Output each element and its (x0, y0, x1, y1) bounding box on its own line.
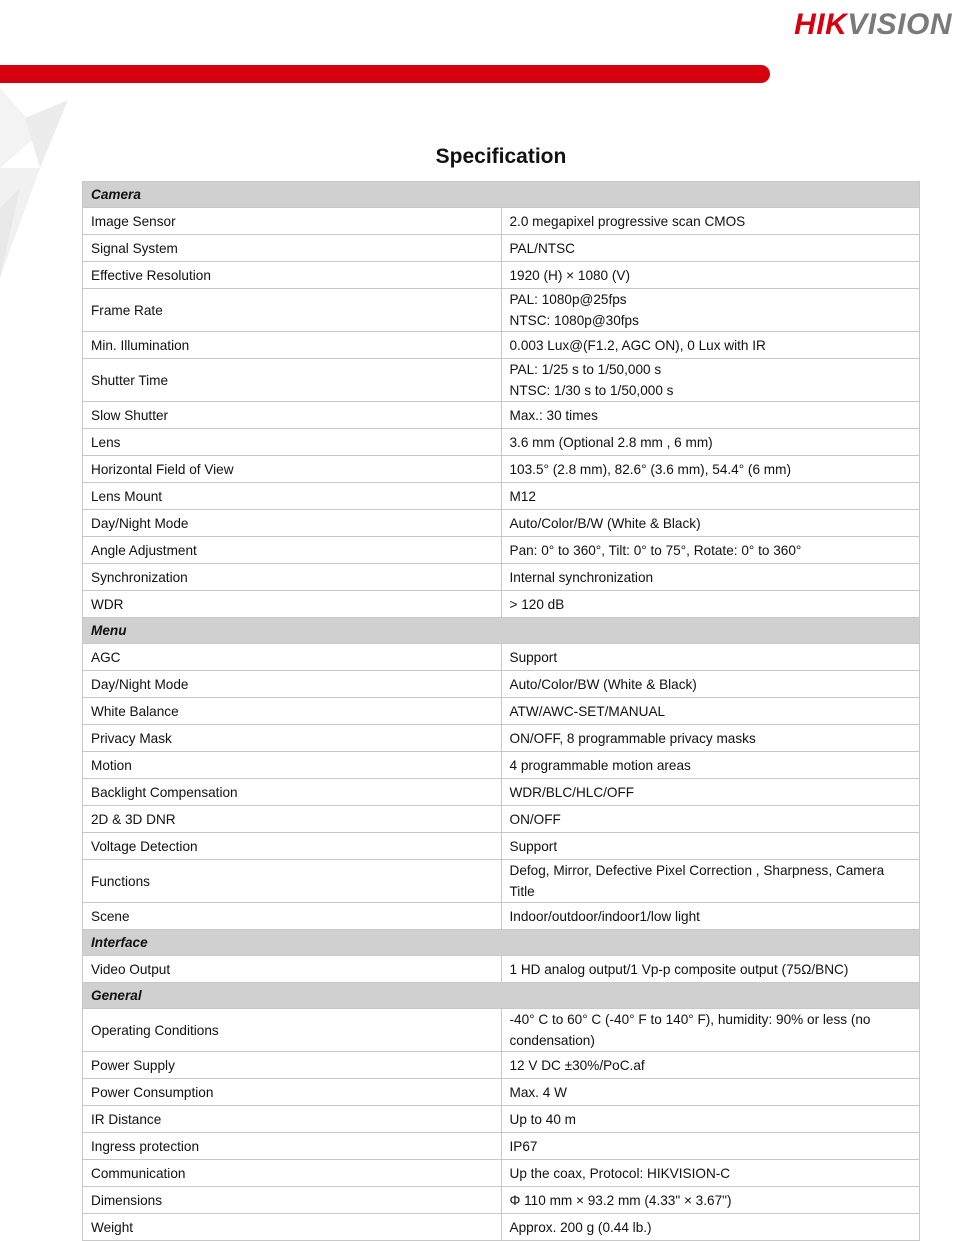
spec-value (501, 1187, 920, 1214)
spec-value-line: Approx. 200 g (0.44 lb.) (509, 1219, 652, 1235)
header-red-bar (0, 65, 770, 83)
spec-label: 2D & 3D DNR (83, 806, 502, 833)
page-title: Specification (435, 145, 567, 168)
spec-value-line: Internal synchronization (509, 569, 654, 585)
section-header-menu (83, 618, 920, 644)
spec-label: Ingress protection (83, 1133, 502, 1160)
spec-label: Shutter Time (83, 359, 502, 402)
spec-row (83, 262, 920, 289)
spec-value-line: IP67 (509, 1138, 538, 1154)
spec-value-line: Φ 110 mm × 93.2 mm (4.33" × 3.67") (509, 1192, 732, 1208)
spec-row (83, 537, 920, 564)
section-title: General (83, 983, 920, 1009)
spec-row (83, 806, 920, 833)
spec-value (501, 903, 920, 930)
spec-value (501, 833, 920, 860)
decorative-shards (0, 88, 70, 288)
section-header-general (83, 983, 920, 1009)
spec-label: Operating Conditions (83, 1009, 502, 1052)
spec-row (83, 1052, 920, 1079)
spec-label: Horizontal Field of View (83, 456, 502, 483)
spec-value (501, 235, 920, 262)
spec-row (83, 779, 920, 806)
spec-value-line: Indoor/outdoor/indoor1/low light (509, 908, 700, 924)
spec-value (501, 1133, 920, 1160)
spec-value-line: WDR/BLC/HLC/OFF (509, 784, 635, 800)
spec-row (83, 456, 920, 483)
spec-value (501, 402, 920, 429)
spec-value (501, 359, 920, 402)
spec-value (501, 591, 920, 618)
spec-row (83, 671, 920, 698)
spec-value (501, 1009, 920, 1052)
spec-label: Lens Mount (83, 483, 502, 510)
spec-value (501, 1106, 920, 1133)
spec-value-line: Max.: 30 times (509, 407, 598, 423)
spec-value-line: Defog, Mirror, Defective Pixel Correction , Sharpness, Camera Title (509, 863, 885, 899)
spec-row (83, 591, 920, 618)
spec-label: IR Distance (83, 1106, 502, 1133)
spec-label: Weight (83, 1214, 502, 1241)
spec-row (83, 1079, 920, 1106)
spec-label: Video Output (83, 956, 502, 983)
spec-value-line: Support (509, 838, 558, 854)
spec-row (83, 208, 920, 235)
spec-label: Privacy Mask (83, 725, 502, 752)
spec-label: White Balance (83, 698, 502, 725)
spec-value (501, 1160, 920, 1187)
spec-label: AGC (83, 644, 502, 671)
spec-value-line: NTSC: 1080p@30fps (509, 313, 639, 328)
spec-row (83, 564, 920, 591)
spec-value (501, 289, 920, 332)
spec-row (83, 644, 920, 671)
spec-row (83, 359, 920, 402)
spec-value (501, 725, 920, 752)
spec-row (83, 289, 920, 332)
spec-label: Power Consumption (83, 1079, 502, 1106)
spec-value-line: NTSC: 1/30 s to 1/50,000 s (509, 383, 674, 398)
spec-value-line: 2.0 megapixel progressive scan CMOS (509, 213, 746, 229)
spec-value (501, 510, 920, 537)
spec-label: Image Sensor (83, 208, 502, 235)
spec-row (83, 725, 920, 752)
spec-value-line: Auto/Color/BW (White & Black) (509, 676, 697, 692)
spec-label: Scene (83, 903, 502, 930)
spec-row (83, 860, 920, 903)
spec-value-line: 3.6 mm (Optional 2.8 mm , 6 mm) (509, 434, 713, 450)
spec-value (501, 698, 920, 725)
spec-value-line: PAL: 1080p@25fps (509, 292, 627, 307)
spec-value-line: ATW/AWC-SET/MANUAL (509, 703, 666, 719)
spec-value-line: ON/OFF (509, 811, 561, 827)
spec-value-line: 0.003 Lux@(F1.2, AGC ON), 0 Lux with IR (509, 337, 766, 353)
spec-row (83, 752, 920, 779)
spec-label: Functions (83, 860, 502, 903)
spec-value (501, 429, 920, 456)
spec-value (501, 456, 920, 483)
spec-row (83, 510, 920, 537)
spec-label: WDR (83, 591, 502, 618)
spec-value-line: ON/OFF, 8 programmable privacy masks (509, 730, 756, 746)
spec-value-line: M12 (509, 488, 536, 504)
spec-row (83, 1106, 920, 1133)
spec-label: Backlight Compensation (83, 779, 502, 806)
spec-row (83, 956, 920, 983)
spec-label: Angle Adjustment (83, 537, 502, 564)
spec-label: Min. Illumination (83, 332, 502, 359)
spec-label: Dimensions (83, 1187, 502, 1214)
spec-row (83, 402, 920, 429)
spec-value-line: -40° C to 60° C (-40° F to 140° F), humidity: 90% or less (no condensation) (509, 1012, 871, 1048)
spec-value (501, 779, 920, 806)
spec-label: Day/Night Mode (83, 510, 502, 537)
spec-value (501, 671, 920, 698)
spec-label: Effective Resolution (83, 262, 502, 289)
spec-value-line: Up the coax, Protocol: HIKVISION-C (509, 1165, 731, 1181)
spec-value (501, 537, 920, 564)
spec-label: Motion (83, 752, 502, 779)
spec-label: Slow Shutter (83, 402, 502, 429)
spec-value (501, 860, 920, 903)
spec-row (83, 903, 920, 930)
spec-row (83, 483, 920, 510)
spec-label: Communication (83, 1160, 502, 1187)
spec-label: Lens (83, 429, 502, 456)
spec-value-line: 12 V DC ±30%/PoC.af (509, 1057, 645, 1073)
spec-value-line: 1920 (H) × 1080 (V) (509, 267, 631, 283)
spec-row (83, 235, 920, 262)
hikvision-logo: HIKVISION (794, 8, 952, 41)
spec-row (83, 833, 920, 860)
spec-value-line: Up to 40 m (509, 1111, 576, 1127)
specification-table (82, 181, 920, 1241)
spec-row (83, 698, 920, 725)
spec-label: Voltage Detection (83, 833, 502, 860)
spec-label: Frame Rate (83, 289, 502, 332)
spec-row (83, 1160, 920, 1187)
spec-row (83, 1009, 920, 1052)
spec-value (501, 483, 920, 510)
spec-value-line: Auto/Color/B/W (White & Black) (509, 515, 701, 531)
spec-value (501, 1079, 920, 1106)
section-header-camera (83, 182, 920, 208)
spec-value-line: > 120 dB (509, 596, 565, 612)
spec-value (501, 1052, 920, 1079)
spec-value-line: PAL/NTSC (509, 240, 575, 256)
spec-value (501, 644, 920, 671)
spec-label: Power Supply (83, 1052, 502, 1079)
spec-value-line: 103.5° (2.8 mm), 82.6° (3.6 mm), 54.4° (6 mm) (509, 461, 791, 477)
spec-value (501, 332, 920, 359)
spec-row (83, 1187, 920, 1214)
spec-row (83, 332, 920, 359)
spec-row (83, 429, 920, 456)
spec-value-line: Pan: 0° to 360°, Tilt: 0° to 75°, Rotate: 0° to 360° (509, 542, 802, 558)
spec-value-line: Support (509, 649, 558, 665)
section-title: Interface (83, 930, 920, 956)
section-header-interface (83, 930, 920, 956)
spec-value (501, 752, 920, 779)
spec-value (501, 956, 920, 983)
spec-value (501, 564, 920, 591)
spec-label: Synchronization (83, 564, 502, 591)
spec-value-line: 4 programmable motion areas (509, 757, 691, 773)
spec-value (501, 806, 920, 833)
spec-value (501, 208, 920, 235)
spec-value-line: 1 HD analog output/1 Vp-p composite output (75Ω/BNC) (509, 961, 849, 977)
spec-row (83, 1133, 920, 1160)
spec-label: Signal System (83, 235, 502, 262)
spec-value-line: PAL: 1/25 s to 1/50,000 s (509, 362, 662, 377)
spec-label: Day/Night Mode (83, 671, 502, 698)
section-title: Camera (83, 182, 920, 208)
section-title: Menu (83, 618, 920, 644)
spec-value-line: Max. 4 W (509, 1084, 567, 1100)
spec-value (501, 262, 920, 289)
